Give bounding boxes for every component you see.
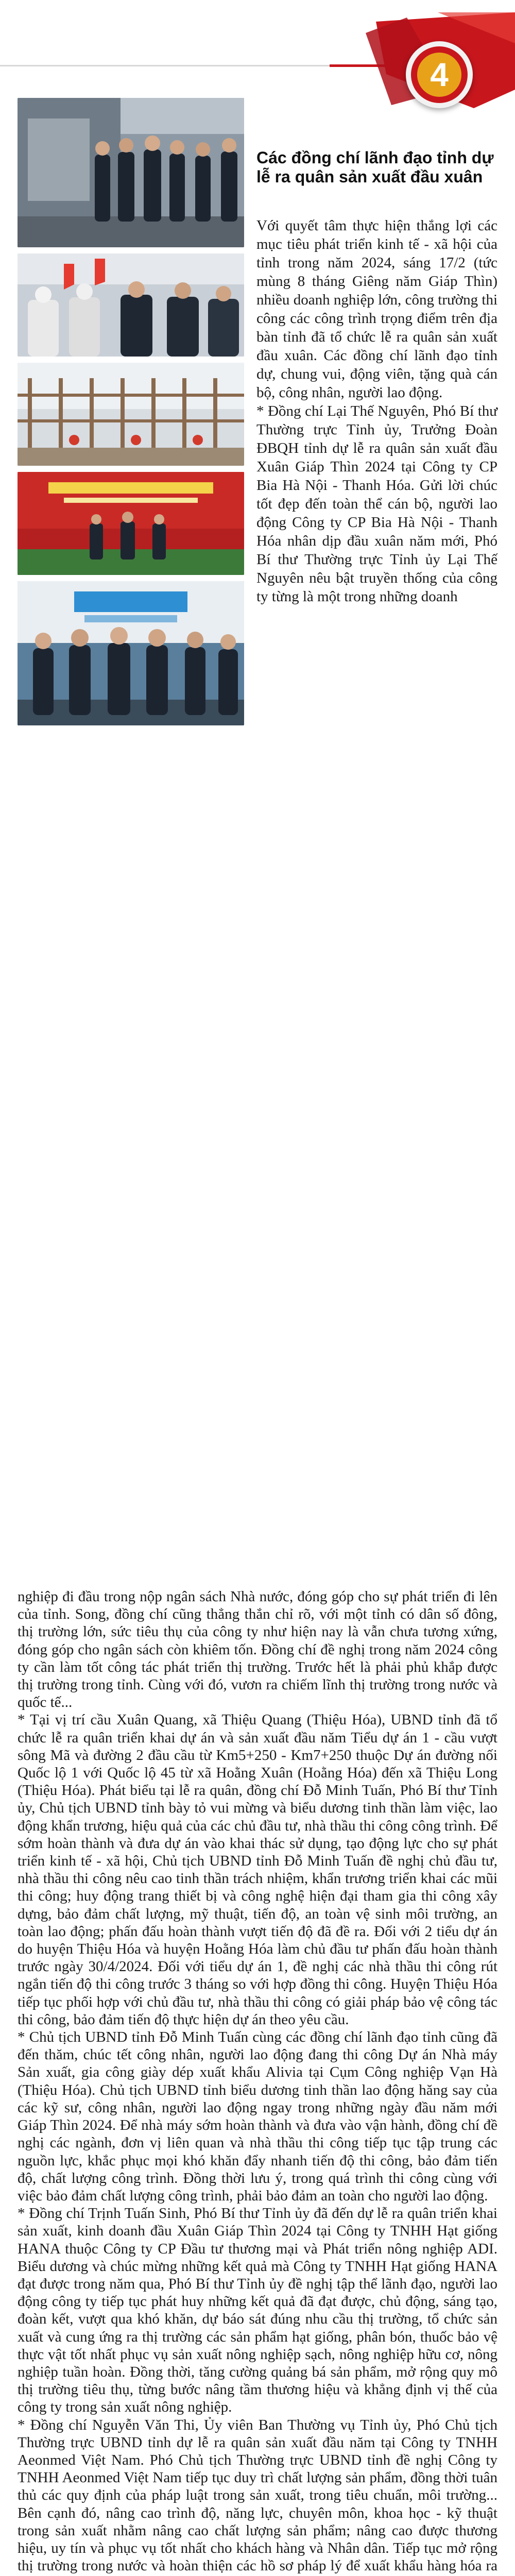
article-full-width-text	[18, 1588, 497, 2576]
paragraph-aeonmed: * Đồng chí Nguyễn Văn Thi, Ủy viên Ban Thường vụ Tỉnh ủy, Phó Chủ tịch Thường trực UBND tỉnh dự lễ ra quân sản xuất đầu năm tại Công ty TNHH Aeonmed Việt Nam. Phó Chủ tịch Thường trực UBND tỉnh đề nghị Công ty TNHH Aeonmed Việt Nam tiếp tục duy trì chất lượng sản phẩm, đồng thời tuân thủ các quy định của pháp luật trong sản xuất, trong tiêu chuẩn, môi trường... Bên cạnh đó, nâng cao trình độ, năng lực, chuyên môn, khoa học - kỹ thuật trong sản xuất nhằm nâng cao chất lượng sản phẩm; nâng cao được thương hiệu, uy tín và phục vụ tốt nhất cho khách hàng và Nhân dân. Tiếp tục mở rộng thị trường trong nước và hoàn thiện các hồ sơ pháp lý để xuất khẩu hàng hóa ra	[18, 2416, 497, 2574]
paragraph-lai-the-nguyen: * Đồng chí Lại Thế Nguyên, Phó Bí thư Thường trực Tỉnh ủy, Trưởng Đoàn ĐBQH tỉnh dự lễ ra quân sản xuất đầu Xuân Giáp Thìn 2024 tại Công ty CP Bia Hà Nội - Thanh Hóa. Gửi lời chúc tốt đẹp đến toàn thể cán bộ, người lao động Công ty CP Bia Hà Nội - Thanh Hóa nhân dịp đầu xuân năm mới, Phó Bí thư Thường trực Tỉnh ủy Lại Thế Nguyên nêu bật truyền thống của công ty từng là một trong những doanh	[256, 403, 497, 605]
photo-leaders-at-company	[18, 581, 244, 725]
paragraph-continuation: nghiệp đi đầu trong nộp ngân sách Nhà nước, đóng góp cho sự phát triển đi lên của tỉnh. Song, đồng chí cũng thẳng thắn chỉ rõ, với một tỉnh có dân số đông, thị trường lớn, sức tiêu thụ của công ty như hiện nay là vẫn chưa tương xứng, đóng góp cho ngân sách còn khiêm tốn. Đồng chí đề nghị trong năm 2024 công ty cần làm tốt công tác phát triển thị trường. Trước hết là phải phủ khắp được thị trường trong tỉnh. Cùng với đó, vươn ra chiếm lĩnh thị trường trong nước và quốc tế...	[18, 1588, 497, 1711]
photo-construction-site	[18, 363, 244, 466]
photo-leaders-greeting-workers	[18, 253, 244, 357]
photo-ceremony-stage	[18, 472, 244, 575]
paragraph-alivia-factory: * Chủ tịch UBND tỉnh Đỗ Minh Tuấn cùng các đồng chí lãnh đạo tỉnh cũng đã đến thăm, chúc tết công nhân, người lao động đang thi công Dự án Nhà máy Sản xuất, gia công giày dép xuất khẩu Alivia tại Cụm Công nghiệp Vạn Hà (Thiệu Hóa). Chủ tịch UBND tỉnh biểu dương tinh thần lao động hăng say của các kỹ sư, công nhân, người lao động ngay trong những ngày đầu năm mới Giáp Thìn 2024. Để nhà máy sớm hoàn thành và đưa vào vận hành, đồng chí đề nghị các ngành, đơn vị liên quan và nhà thầu thi công tiếp tục tập trung các nguồn lực, khắc phục mọi khó khăn đẩy nhanh tiến độ thi công, bảo đảm tiến độ, chất lượng công trình. Đồng thời lưu ý, trong quá trình thi công cùng với việc bảo đảm chất lượng công trình, phải bảo đảm an toàn cho người lao động.	[18, 2029, 497, 2204]
paragraph-intro: Với quyết tâm thực hiện thắng lợi các mục tiêu phát triển kinh tế - xã hội của tỉnh trong năm 2024, sáng 17/2 (tức mùng 8 tháng Giêng năm Giáp Thìn) nhiều doanh nghiệp lớn, công trường thi công các công trình trọng điểm trên địa bàn tỉnh đã tổ chức lễ ra quân sản xuất đầu xuân. Các đồng chí lãnh đạo tỉnh dự, chung vui, động viên, tặng quà cán bộ, công nhân, người lao động.	[256, 217, 497, 401]
page-number-badge	[406, 41, 473, 108]
paragraph-xuan-quang-bridge: * Tại vị trí cầu Xuân Quang, xã Thiệu Quang (Thiệu Hóa), UBND tỉnh đã tổ chức lễ ra quân triển khai dự án và sản xuất đầu năm Tiểu dự án 1 - cầu vượt sông Mã và đường 2 đầu cầu từ Km5+250 - Km7+250 thuộc Dự án đường nối Quốc lộ 1 với Quốc lộ 45 từ xã Hoằng Xuân (Hoằng Hóa) đến xã Thiệu Long (Thiệu Hóa). Phát biểu tại lễ ra quân, đồng chí Đỗ Minh Tuấn, Phó Bí thư Tỉnh ủy, Chủ tịch UBND tỉnh bày tỏ vui mừng và biểu dương tinh thần làm việc, lao động khẩn trương, hiệu quả của các chủ đầu tư, nhà thầu thi công công trình. Để sớm hoàn thành và đưa dự án vào khai thác sử dụng, tạo động lực cho sự phát triển kinh tế - xã hội, Chủ tịch UBND tỉnh Đỗ Minh Tuấn đề nghị chủ đầu tư, nhà thầu thi công nêu cao tinh thần trách nhiệm, khẩn trương triển khai các mũi thi công; huy động trang thiết bị và công nghệ hiện đại tham gia thi công xây dựng, bảo đảm chất lượng, mỹ thuật, tiến độ, an toàn vệ sinh môi trường, an toàn lao động; phấn đấu hoàn thành vượt tiến độ đã đề ra. Đối với 2 tiểu dự án do huyện Thiệu Hóa và huyện Hoằng Hóa làm chủ đầu tư phấn đấu hoàn thành trước ngày 30/4/2024. Đối với tiểu dự án 1, đề nghị các nhà thầu thi công rút ngắn tiến độ thi công trước 3 tháng so với hợp đồng thi công. Huyện Thiệu Hóa tiếp tục phối hợp với chủ đầu tư, nhà thầu thi công có giải pháp bảo vệ công tác thi công, bảo đảm tiến độ thực hiện dự án theo yêu cầu.	[18, 1711, 497, 2028]
paragraph-hana-seed: * Đồng chí Trịnh Tuấn Sinh, Phó Bí thư Tỉnh ủy đã đến dự lễ ra quân triển khai sản xuất, kinh doanh đầu Xuân Giáp Thìn 2024 tại Công ty TNHH Hạt giống HANA thuộc Công ty CP Đầu tư thương mại và Phát triển nông nghiệp ADI. Biểu dương và chúc mừng những kết quả mà Công ty TNHH Hạt giống HANA đạt được trong năm qua, Phó Bí thư Tỉnh ủy đề nghị tập thể lãnh đạo, người lao động công ty tiếp tục phát huy những kết quả đã đạt được, chủ động, sáng tạo, đoàn kết, vượt qua khó khăn, dự báo sát đúng nhu cầu thị trường, tổ chức sản xuất và cung ứng ra thị trường các sản phẩm hạt giống, phân bón, thuốc bảo vệ thực vật tốt nhất phục vụ sản xuất nông nghiệp sạch, nông nghiệp hữu cơ, nông nghiệp tuần hoàn. Đồng thời, tăng cường quảng bá sản phẩm, mở rộng quy mô thị trường tiêu thụ, từng bước nâng tầm thương hiệu và khẳng định vị thế của công ty trong sản xuất nông nghiệp.	[18, 2205, 497, 2416]
photo-group-factory-visit	[18, 98, 244, 247]
article-title: Các đồng chí lãnh đạo tỉnh dự lễ ra quân sản xuất đầu xuân	[256, 148, 494, 186]
article-column-text	[256, 216, 497, 606]
page-number: 4	[430, 56, 449, 93]
